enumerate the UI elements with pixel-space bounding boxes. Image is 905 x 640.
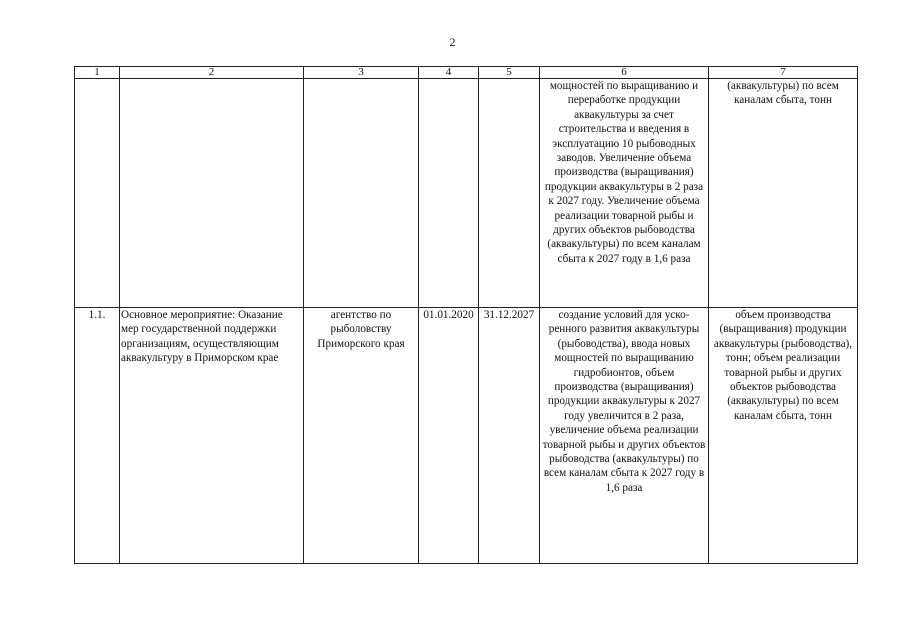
executor-cell: агентство по рыболовству Приморского края — [304, 308, 419, 564]
indicator-cell: объем производства (выращивания) продукции аквакультуры (рыбоводства), тонн; объем реализации товарной рыбы и других объектов рыбоводства (аквакультуры) по всем каналам сбыта, тонн — [709, 308, 858, 564]
column-header-5: 5 — [479, 67, 540, 79]
header-row — [75, 67, 858, 79]
event-cell — [120, 79, 304, 308]
expected-result-cell: создание условий для уско-ренного развития аквакультуры (рыбоводства), ввода новых мощностей по выращиванию гидробионтов, объем производства (выращивания) продукции аквакультуры к 2027 году увеличится в 2 раза, увеличение объема реализации товарной рыбы и других объектов рыбоводства (аквакультуры) по всем каналам сбыта к 2027 году в 1,6 раза — [540, 308, 709, 564]
program-table — [74, 66, 858, 564]
row-number-cell — [75, 79, 120, 308]
start-date-cell: 01.01.2020 — [419, 308, 479, 564]
column-header-2: 2 — [120, 67, 304, 79]
row-number-cell: 1.1. — [75, 308, 120, 564]
column-header-7: 7 — [709, 67, 858, 79]
column-header-4: 4 — [419, 67, 479, 79]
end-date-cell — [479, 79, 540, 308]
start-date-cell — [419, 79, 479, 308]
end-date-cell: 31.12.2027 — [479, 308, 540, 564]
executor-cell — [304, 79, 419, 308]
column-header-6: 6 — [540, 67, 709, 79]
table-row — [75, 79, 858, 308]
event-cell: Основное мероприятие: Оказание мер государственной поддержки организациям, осуществляющим аквакультуру в Приморском крае — [120, 308, 304, 564]
table-row — [75, 308, 858, 564]
column-header-3: 3 — [304, 67, 419, 79]
indicator-cell: (аквакультуры) по всем каналам сбыта, тонн — [709, 79, 858, 308]
expected-result-cell: мощностей по выращиванию и переработке продукции аквакультуры за счет строительства и введения в эксплуатацию 10 рыбоводных заводов. Увеличение объема производства (выращивания) продукции аквакультуры в 2 раза к 2027 году. Увеличение объема реализации товарной рыбы и других объектов рыбоводства (аквакультуры) по всем каналам сбыта к 2027 году в 1,6 раза — [540, 79, 709, 308]
column-header-1: 1 — [75, 67, 120, 79]
page-number: 2 — [449, 35, 456, 49]
